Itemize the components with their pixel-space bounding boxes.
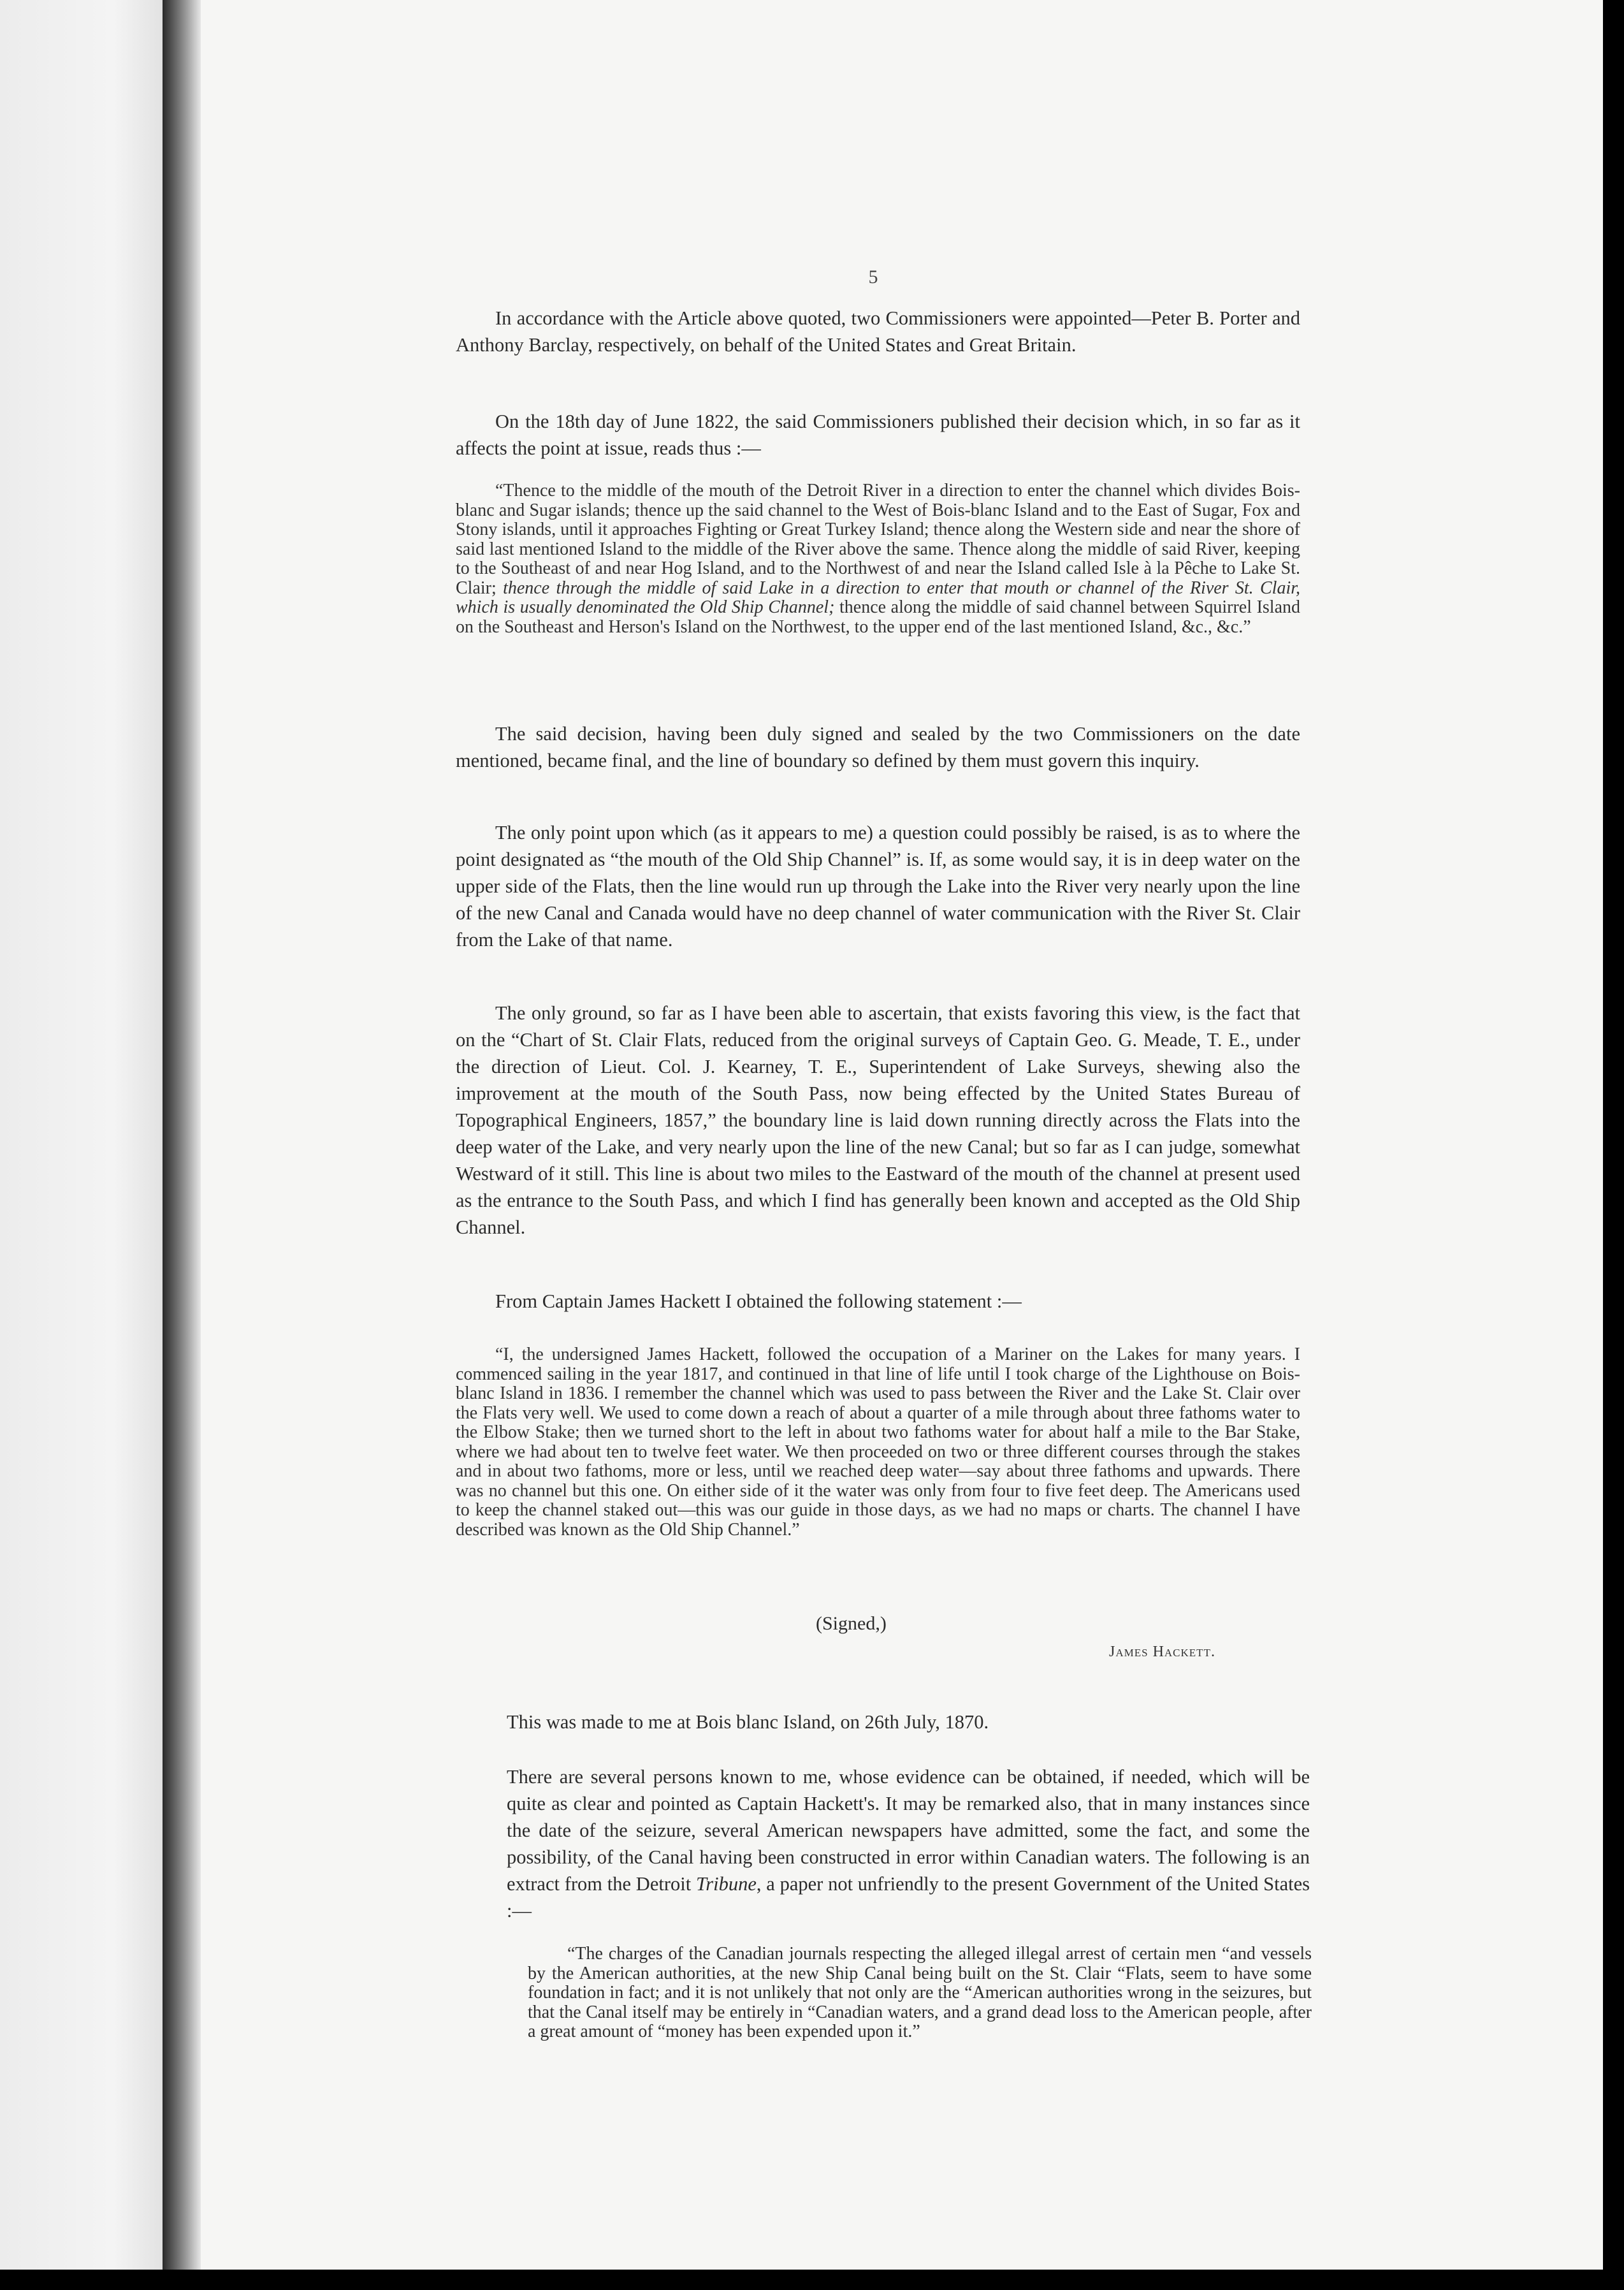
quote-treaty-text-1: “Thence to the middle of the mouth of the Detroit River in a direction to enter the channel which divides Bois-blanc and Sugar islands; thence up the said channel to the West of Bois-blanc Island and to the East of Sugar, Fox and Stony islands, until it approaches Fighting or Great Turkey Island; thence along the Western side and near the shore of said last mentioned Island to the middle of the River above the same. Thence along the middle of said River, keeping to the Southeast of and near Hog Island, and to the Northwest of and near the Island called Isle à la Pêche to Lake St. Clair;	[456, 481, 1300, 598]
signature-name: James Hackett.	[1109, 1644, 1215, 1660]
quote-treaty-italic: thence through the middle of said Lake in a direction to enter that mouth or channel of the River St. Clair, which is usually denominated the Old Ship Channel;	[456, 578, 1301, 617]
paragraph-newspapers	[507, 1763, 1310, 1924]
right-scan-border	[1603, 0, 1624, 2290]
newspapers-text-2: , a paper not unfriendly to the present Government of the United States :—	[507, 1873, 1310, 1922]
quote-hackett-statement: “I, the undersigned James Hackett, followed the occupation of a Mariner on the Lakes for many years. I commenced sailing in the year 1817, and continued in that line of life until I took charge of the Lighthouse on Bois-blanc Island in 1836. I remember the channel which was used to pass between the River and the Lake St. Clair over the Flats very well. We used to come down a reach of about a quarter of a mile through about three fathoms water to the Elbow Stake; then we turned short to the left in about two fathoms water for about half a mile to the Bar Stake, where we had about ten to twelve feet water. We then proceeded on two or three different courses through the stakes and in about two fathoms, more or less, until we reached deep water—say about three fathoms and upwards. There was no channel but this one. On either side of it the water was only from four to five feet deep. The Americans used to keep the channel staked out—this was our guide in those days, as we had no maps or charts. The channel I have described was known as the Old Ship Channel.”	[456, 1345, 1300, 1540]
binding-shadow	[163, 0, 201, 2270]
paragraph-commissioners: In accordance with the Article above quoted, two Commissioners were appointed—Peter B. Porter and Anthony Barclay, respectively, on behalf of the United States and Great Britain.	[456, 307, 1300, 356]
paragraph-hackett-intro: From Captain James Hackett I obtained the following statement :—	[495, 1290, 1022, 1312]
paragraph-decision-intro: On the 18th day of June 1822, the said Commissioners published their decision which, in so far as it affects the point at issue, reads thus :—	[456, 411, 1300, 459]
quote-treaty-decision	[456, 481, 1300, 637]
newspapers-text-1: There are several persons known to me, whose evidence can be obtained, if needed, which will be quite as clear and pointed as Captain Hackett's. It may be remarked also, that in many instances since the date of the seizure, several American newspapers have admitted, some the fact, and some the possibility, of the Canal having been constructed in error within Canadian waters. The following is an extract from the Detroit	[507, 1766, 1310, 1895]
quote-detroit-tribune: “The charges of the Canadian journals respecting the alleged illegal arrest of certain men “and vessels by the American authorities, at the new Ship Canal being built on the St. Clair “Flats, seem to have some foundation in fact; and it is not unlikely that not only are the “American authorities wrong in the seizures, but that the Canal itself may be entirely in “Canadian waters, and a grand dead loss to the American people, after a great amount of “money has been expended upon it.”	[528, 1944, 1312, 2041]
paragraph-statement-date: This was made to me at Bois blanc Island, on 26th July, 1870.	[507, 1711, 989, 1733]
bottom-scan-border	[0, 2270, 1624, 2290]
signed-label: (Signed,)	[816, 1613, 887, 1634]
paragraph-decision-final: The said decision, having been duly signed and sealed by the two Commissioners on the date mentioned, became final, and the line of boundary so defined by them must govern this inquiry.	[456, 723, 1300, 771]
newspaper-title: Tribune	[695, 1873, 757, 1895]
quote-treaty-text-2: thence along the middle of said channel between Squirrel Island on the Southeast and Herson's Island on the Northwest, to the upper end of the last mentioned Island, &c., &c.”	[456, 597, 1300, 637]
paragraph-chart-evidence: The only ground, so far as I have been able to ascertain, that exists favoring this view, is the fact that on the “Chart of St. Clair Flats, reduced from the original surveys of Captain Geo. G. Meade, T. E., under the direction of Lieut. Col. J. Kearney, T. E., Superintendent of Lake Surveys, shewing also the improvement at the mouth of the South Pass, now being effected by the United States Bureau of Topographical Engineers, 1857,” the boundary line is laid down running directly across the Flats into the deep water of the Lake, and very nearly upon the line of the new Canal; but so far as I can judge, somewhat Westward of it still. This line is about two miles to the Eastward of the mouth of the channel at present used as the entrance to the South Pass, and which I find has generally been known and accepted as the Old Ship Channel.	[456, 1002, 1300, 1238]
page-number: 5	[868, 266, 878, 288]
paragraph-question-point: The only point upon which (as it appears to me) a question could possibly be raised, is as to where the point designated as “the mouth of the Old Ship Channel” is. If, as some would say, it is in deep water on the upper side of the Flats, then the line would run up through the Lake into the River very nearly upon the line of the new Canal and Canada would have no deep channel of water communication with the River St. Clair from the Lake of that name.	[456, 822, 1300, 951]
left-page-edge	[0, 0, 163, 2270]
